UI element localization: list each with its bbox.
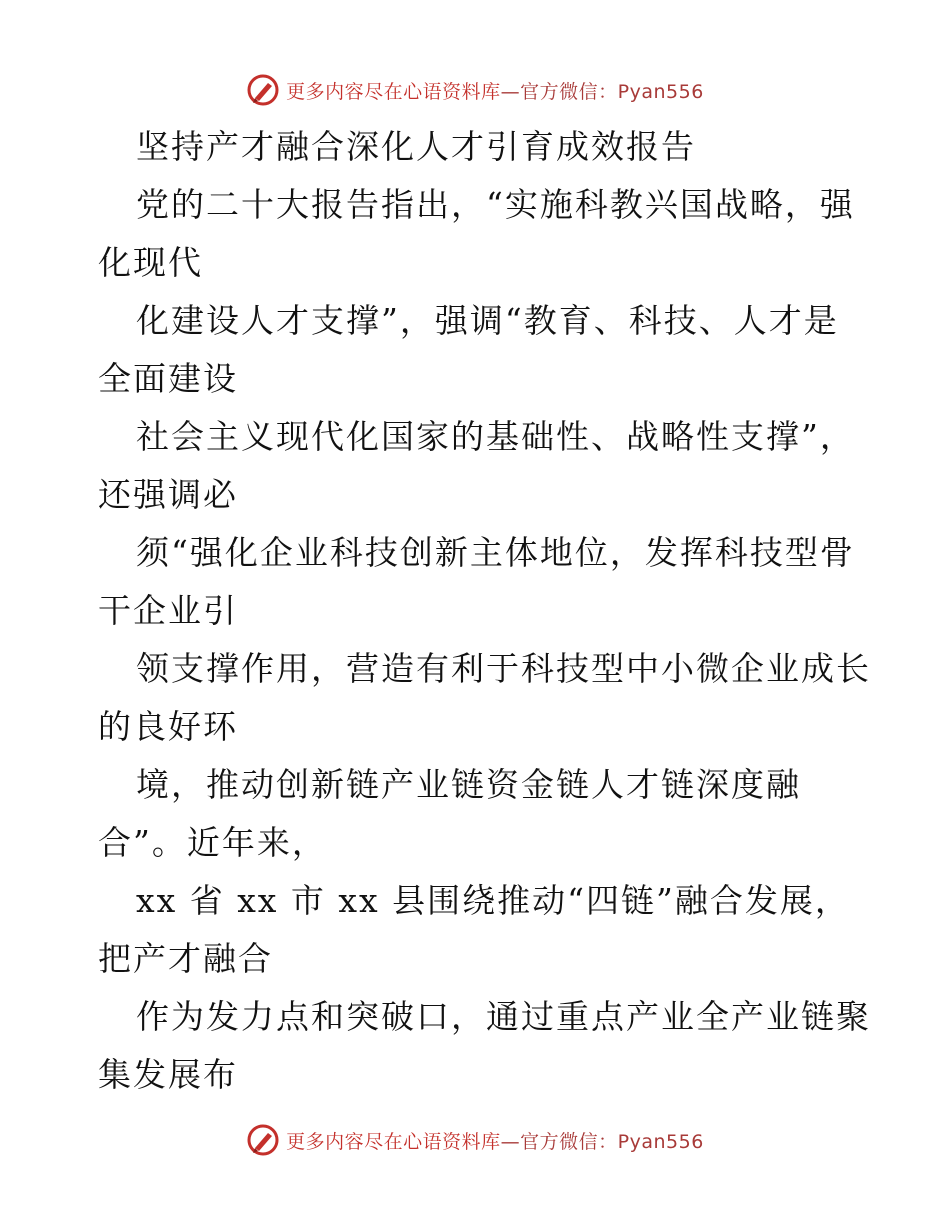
footer-banner xyxy=(0,1120,950,1160)
paragraph-line: 还强调必 xyxy=(98,475,238,514)
paragraph-line: xx 省 xx 市 xx 县围绕推动“四链”融合发展， xyxy=(136,881,850,920)
paragraph-line: 化建设人才支撑”，强调“教育、科技、人才是 xyxy=(136,301,839,340)
paragraph-line: 党的二十大报告指出，“实施科教兴国战略，强 xyxy=(136,185,855,224)
header-banner xyxy=(0,70,950,110)
footer-dash: — xyxy=(500,1130,521,1153)
paragraph-line: 社会主义现代化国家的基础性、战略性支撑”， xyxy=(136,417,855,456)
header-wechat: 官方微信：Pyan556 xyxy=(520,80,704,103)
paragraph-line: 的良好环 xyxy=(98,707,238,746)
pen-circle-icon xyxy=(246,1123,280,1157)
paragraph-line: 作为发力点和突破口，通过重点产业全产业链聚 xyxy=(136,997,871,1036)
paragraph-line: 领支撑作用，营造有利于科技型中小微企业成长 xyxy=(136,649,871,688)
header-dash: — xyxy=(500,80,521,103)
footer-banner-text xyxy=(286,1127,704,1154)
paragraph-line: 合”。近年来， xyxy=(98,823,327,862)
footer-site-name: 更多内容尽在心语资料库 xyxy=(286,1130,501,1153)
paragraph-line: 集发展布 xyxy=(98,1055,238,1094)
document-title: 坚持产才融合深化人才引育成效报告 xyxy=(136,127,696,166)
paragraph-line: 把产才融合 xyxy=(98,939,273,978)
document-body xyxy=(98,118,871,1104)
header-site-name: 更多内容尽在心语资料库 xyxy=(286,80,501,103)
paragraph-line: 化现代 xyxy=(98,243,203,282)
paragraph-line: 境，推动创新链产业链资金链人才链深度融 xyxy=(136,765,801,804)
header-banner-text xyxy=(286,77,704,104)
pen-circle-icon xyxy=(246,73,280,107)
paragraph-line: 须“强化企业科技创新主体地位，发挥科技型骨 xyxy=(136,533,855,572)
footer-wechat: 官方微信：Pyan556 xyxy=(520,1130,704,1153)
paragraph-line: 干企业引 xyxy=(98,591,238,630)
paragraph-line: 全面建设 xyxy=(98,359,238,398)
